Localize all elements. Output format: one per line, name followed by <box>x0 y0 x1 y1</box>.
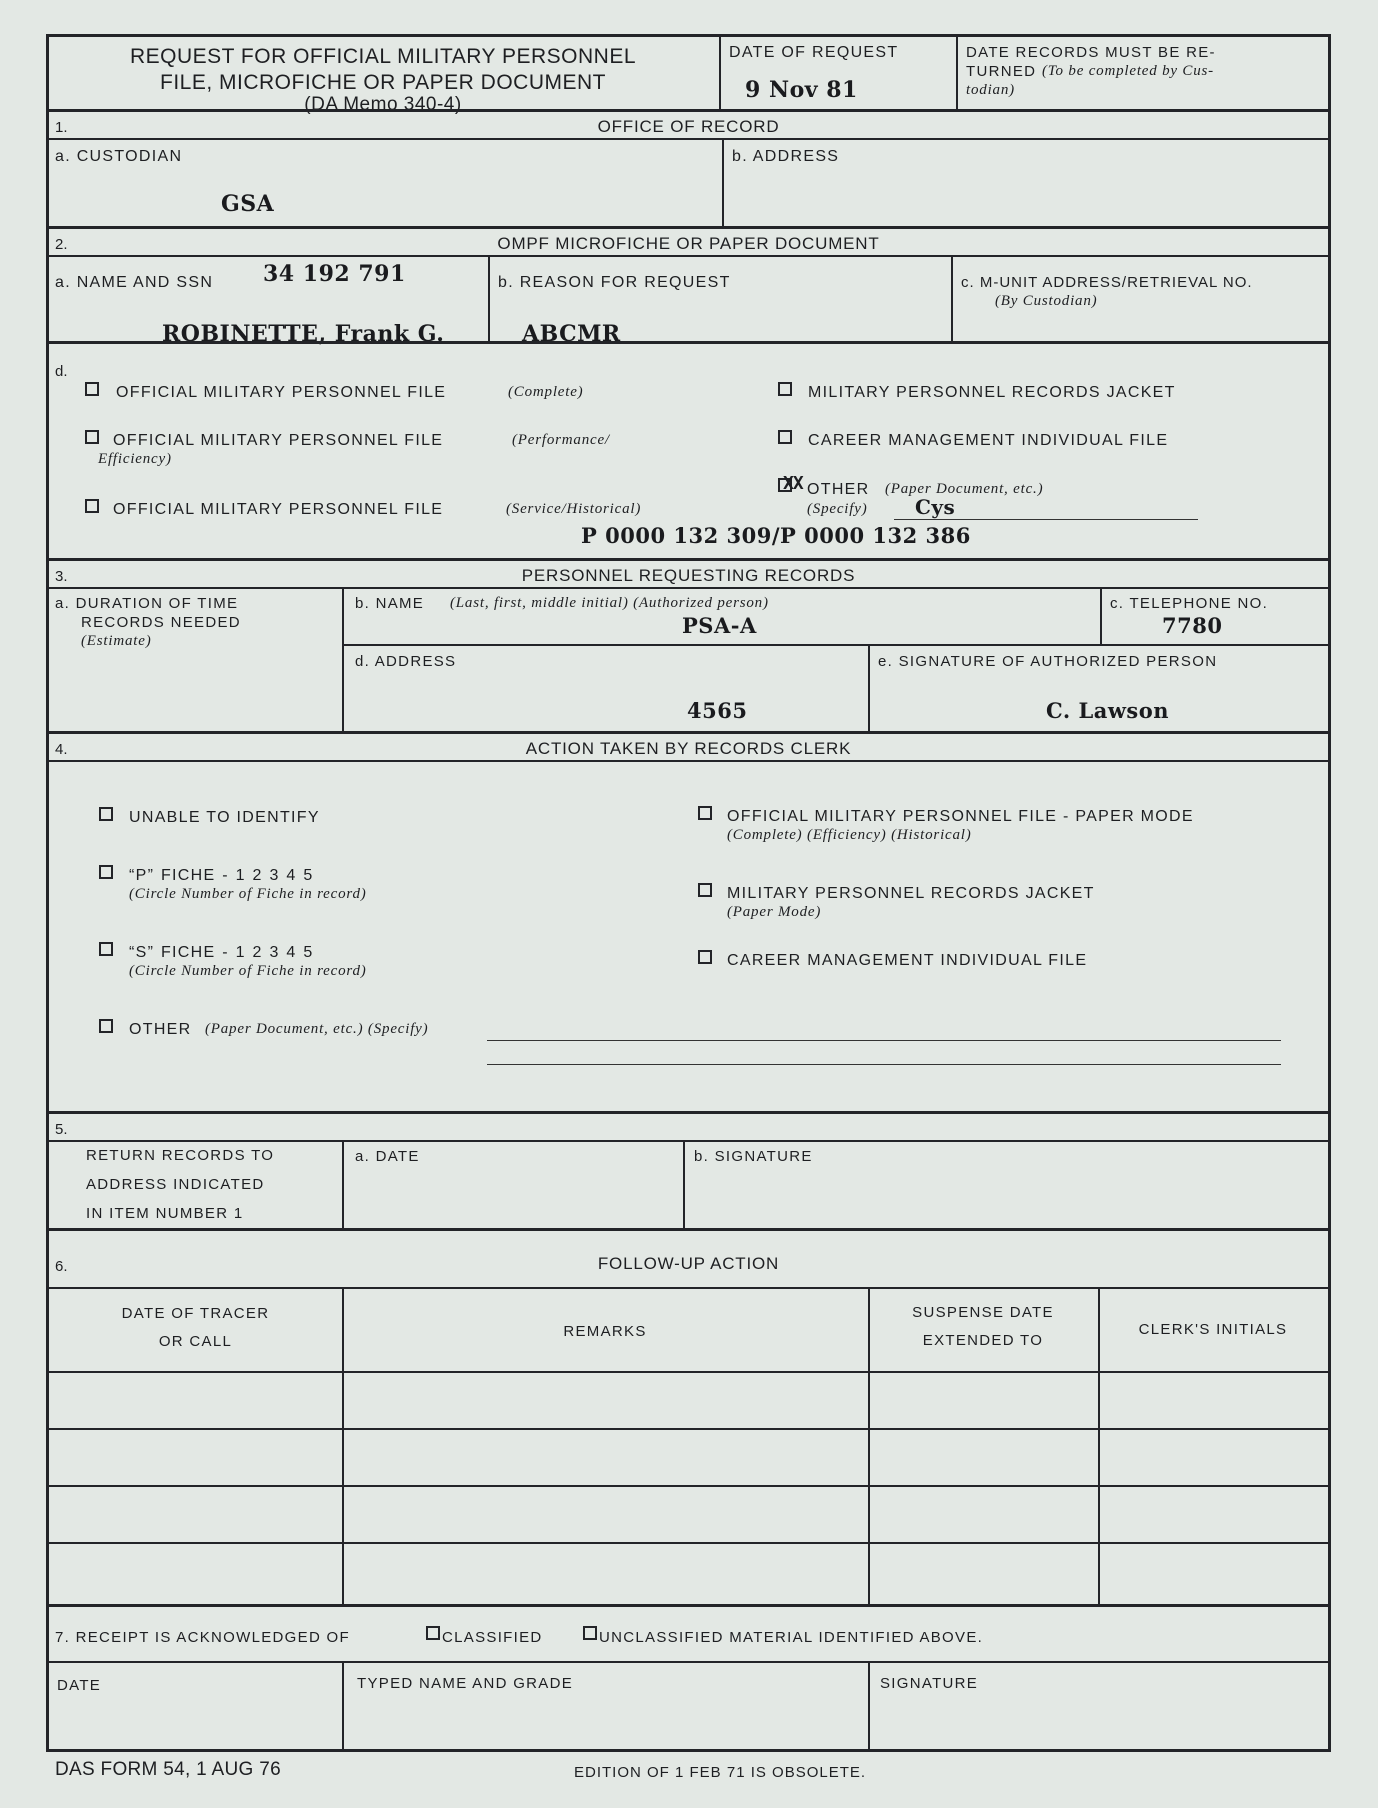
form-memo-reference: (DA Memo 340-4) <box>304 94 462 115</box>
ompf-complete-label: OFFICIAL MILITARY PERSONNEL FILE <box>116 384 447 401</box>
other-specify-label: (Specify) <box>807 501 868 517</box>
col-date-tracer-1: DATE OF TRACER <box>121 1305 270 1322</box>
classified-checkbox[interactable] <box>426 1626 440 1640</box>
ompf-service-checkbox[interactable] <box>85 499 99 513</box>
ompf-complete-checkbox[interactable] <box>85 382 99 396</box>
divider <box>49 1661 1328 1663</box>
divider <box>49 138 1328 140</box>
divider <box>951 255 953 341</box>
action-jacket-label: MILITARY PERSONNEL RECORDS JACKET <box>727 885 1095 902</box>
table-row <box>49 1371 1328 1373</box>
divider <box>342 587 344 731</box>
return-records-line-1: RETURN RECORDS TO <box>86 1147 275 1164</box>
receipt-signature-label: SIGNATURE <box>880 1675 979 1692</box>
section-2-title: OMPF MICROFICHE OR PAPER DOCUMENT <box>497 234 880 253</box>
records-jacket-checkbox[interactable] <box>778 382 792 396</box>
custodian-label: a. CUSTODIAN <box>55 148 183 165</box>
divider <box>49 1140 1328 1142</box>
document-numbers[interactable]: P 0000 132 309/P 0000 132 386 <box>581 523 971 548</box>
section-1-number: 1. <box>55 119 68 136</box>
divider <box>49 1228 1328 1231</box>
action-other-note: (Paper Document, etc.) (Specify) <box>205 1021 429 1037</box>
divider <box>49 109 1328 112</box>
ompf-service-label: OFFICIAL MILITARY PERSONNEL FILE <box>113 501 444 518</box>
form-title-line-2: FILE, MICROFICHE OR PAPER DOCUMENT <box>160 71 606 94</box>
duration-label-2: RECORDS NEEDED <box>81 614 241 631</box>
divider <box>342 644 1328 646</box>
divider <box>49 255 1328 257</box>
p-fiche-note: (Circle Number of Fiche in record) <box>129 886 367 902</box>
other-label: OTHER <box>807 481 870 498</box>
section-3-title: PERSONNEL REQUESTING RECORDS <box>521 566 856 585</box>
custodian-value[interactable]: GSA <box>221 191 275 217</box>
other-specify-line <box>894 519 1198 520</box>
divider <box>1100 587 1102 644</box>
requester-name-value[interactable]: PSA-A <box>682 613 757 638</box>
divider <box>956 37 958 109</box>
section-5-number: 5. <box>55 1121 68 1138</box>
section-1-title: OFFICE OF RECORD <box>597 117 780 136</box>
s-fiche-note: (Circle Number of Fiche in record) <box>129 963 367 979</box>
divider <box>49 760 1328 762</box>
table-row <box>49 1485 1328 1487</box>
reason-label: b. REASON FOR REQUEST <box>498 274 731 291</box>
ompf-complete-note: (Complete) <box>508 384 584 400</box>
authorized-signature-value[interactable]: C. Lawson <box>1046 698 1170 723</box>
item-d-label: d. <box>55 363 68 380</box>
return-records-line-3: IN ITEM NUMBER 1 <box>86 1205 244 1222</box>
action-jacket-checkbox[interactable] <box>698 883 712 897</box>
career-file-label: CAREER MANAGEMENT INDIVIDUAL FILE <box>808 432 1169 449</box>
career-file-checkbox[interactable] <box>778 430 792 444</box>
ssn-value[interactable]: 34 192 791 <box>263 261 406 287</box>
col-clerk-initials: CLERK'S INITIALS <box>1138 1321 1288 1338</box>
divider <box>49 226 1328 229</box>
return-date-label: DATE RECORDS MUST BE RE- <box>966 44 1216 61</box>
edition-note: EDITION OF 1 FEB 71 IS OBSOLETE. <box>574 1764 867 1781</box>
requester-address-label: d. ADDRESS <box>355 653 457 670</box>
table-row <box>49 1428 1328 1430</box>
duration-note: (Estimate) <box>81 633 152 649</box>
divider <box>722 138 724 226</box>
munit-label: c. M-UNIT ADDRESS/RETRIEVAL NO. <box>961 274 1253 291</box>
form-identifier: DAS FORM 54, 1 AUG 76 <box>55 1759 281 1780</box>
form-title-line-1: REQUEST FOR OFFICIAL MILITARY PERSONNEL <box>129 45 637 68</box>
action-other-line-2 <box>487 1064 1281 1065</box>
action-other-checkbox[interactable] <box>99 1019 113 1033</box>
section-4-number: 4. <box>55 741 68 758</box>
ompf-performance-label: OFFICIAL MILITARY PERSONNEL FILE <box>113 432 444 449</box>
address-label: b. ADDRESS <box>732 148 840 165</box>
action-career-checkbox[interactable] <box>698 950 712 964</box>
s-fiche-label: “S” FICHE - 1 2 3 4 5 <box>129 944 314 961</box>
section-2-number: 2. <box>55 236 68 253</box>
action-jacket-note: (Paper Mode) <box>727 904 822 920</box>
col-remarks: REMARKS <box>563 1323 647 1340</box>
munit-note: (By Custodian) <box>995 293 1098 309</box>
divider <box>868 644 870 731</box>
unable-to-identify-checkbox[interactable] <box>99 807 113 821</box>
ompf-paper-mode-checkbox[interactable] <box>698 806 712 820</box>
name-value[interactable]: ROBINETTE, Frank G. <box>162 321 445 347</box>
telephone-label: c. TELEPHONE NO. <box>1110 595 1269 612</box>
divider <box>49 731 1328 734</box>
reason-value[interactable]: ABCMR <box>522 321 621 347</box>
ompf-paper-mode-note: (Complete) (Efficiency) (Historical) <box>727 827 972 843</box>
receipt-name-label: TYPED NAME AND GRADE <box>357 1675 574 1692</box>
p-fiche-checkbox[interactable] <box>99 865 113 879</box>
telephone-value[interactable]: 7780 <box>1162 613 1223 638</box>
divider <box>683 1140 685 1228</box>
action-other-line-1 <box>487 1040 1281 1041</box>
col-suspense-2: EXTENDED TO <box>922 1332 1044 1349</box>
other-note: (Paper Document, etc.) <box>885 481 1044 497</box>
date-of-request-label: DATE OF REQUEST <box>729 44 899 61</box>
divider <box>719 37 721 109</box>
requester-name-label: b. NAME <box>355 595 425 612</box>
name-ssn-label: a. NAME AND SSN <box>55 274 214 291</box>
classified-label: CLASSIFIED <box>442 1629 543 1646</box>
table-row <box>49 1542 1328 1544</box>
requester-address-value[interactable]: 4565 <box>687 698 748 723</box>
p-fiche-label: “P” FICHE - 1 2 3 4 5 <box>129 867 314 884</box>
return-date-label: a. DATE <box>355 1148 420 1165</box>
receipt-prefix: 7. RECEIPT IS ACKNOWLEDGED OF <box>55 1629 350 1646</box>
return-signature-label: b. SIGNATURE <box>694 1148 813 1165</box>
other-checkbox-mark: XX <box>783 473 803 494</box>
date-of-request-value[interactable]: 9 Nov 81 <box>745 77 858 103</box>
return-records-line-2: ADDRESS INDICATED <box>86 1176 265 1193</box>
section-4-title: ACTION TAKEN BY RECORDS CLERK <box>525 739 852 758</box>
divider <box>868 1661 870 1749</box>
section-6-title: FOLLOW-UP ACTION <box>597 1254 780 1273</box>
unclassified-checkbox[interactable] <box>583 1626 597 1640</box>
requester-name-note: (Last, first, middle initial) (Authorized person) <box>450 595 769 611</box>
divider <box>49 1287 1328 1289</box>
action-career-label: CAREER MANAGEMENT INDIVIDUAL FILE <box>727 952 1088 969</box>
ompf-performance-note: (Performance/ <box>512 432 610 448</box>
return-date-note: (To be completed by Cus- <box>1042 63 1214 79</box>
divider <box>342 1140 344 1228</box>
receipt-date-label: DATE <box>57 1677 102 1694</box>
divider <box>342 1661 344 1749</box>
records-jacket-label: MILITARY PERSONNEL RECORDS JACKET <box>808 384 1176 401</box>
return-date-label-2: TURNED <box>966 63 1037 80</box>
divider <box>49 587 1328 589</box>
divider <box>49 558 1328 561</box>
ompf-paper-mode-label: OFFICIAL MILITARY PERSONNEL FILE - PAPER MODE <box>727 808 1194 825</box>
section-3-number: 3. <box>55 568 68 585</box>
s-fiche-checkbox[interactable] <box>99 942 113 956</box>
action-other-label: OTHER <box>129 1021 192 1038</box>
ompf-performance-note-2: Efficiency) <box>98 451 172 467</box>
request-form <box>46 34 1331 1752</box>
ompf-performance-checkbox[interactable] <box>85 430 99 444</box>
unable-to-identify-label: UNABLE TO IDENTIFY <box>129 809 320 826</box>
duration-label-1: a. DURATION OF TIME <box>55 595 239 612</box>
divider <box>49 1604 1328 1607</box>
divider <box>49 1111 1328 1114</box>
col-suspense-1: SUSPENSE DATE <box>912 1304 1054 1321</box>
ompf-service-note: (Service/Historical) <box>506 501 642 517</box>
divider <box>49 341 1328 344</box>
divider <box>488 255 490 341</box>
signature-label: e. SIGNATURE OF AUTHORIZED PERSON <box>878 653 1218 670</box>
other-specify-value[interactable]: Cys <box>915 495 956 519</box>
col-date-tracer-2: OR CALL <box>158 1333 233 1350</box>
unclassified-label: UNCLASSIFIED MATERIAL IDENTIFIED ABOVE. <box>599 1629 984 1646</box>
return-date-note-2: todian) <box>966 82 1015 98</box>
section-6-number: 6. <box>55 1258 68 1275</box>
